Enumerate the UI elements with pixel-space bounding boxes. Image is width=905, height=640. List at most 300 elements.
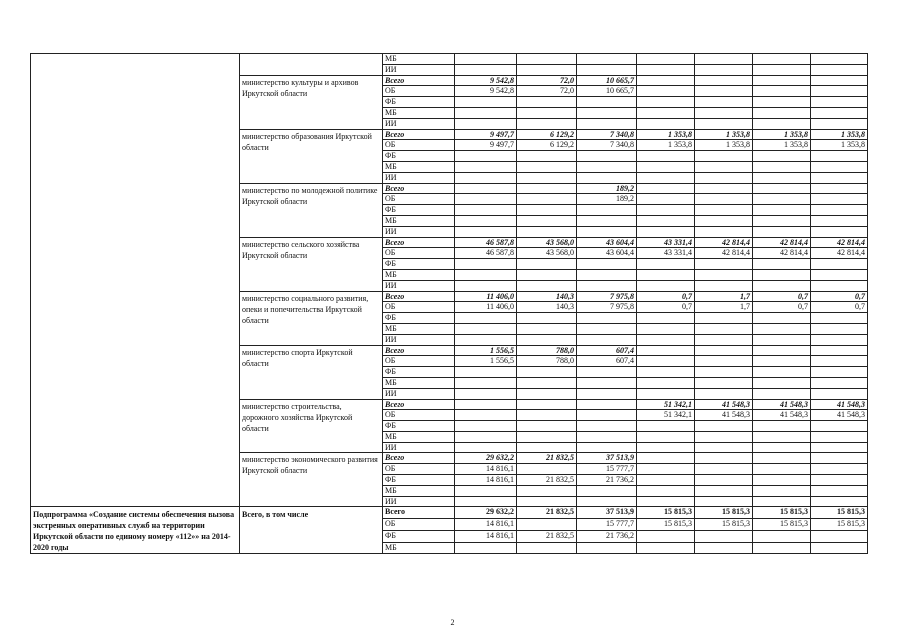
value-cell: 9 497,7 — [455, 140, 517, 151]
funding-source-label: ФБ — [383, 421, 455, 432]
value-cell — [811, 118, 868, 129]
value-cell — [455, 485, 517, 496]
value-cell — [811, 475, 868, 486]
value-cell — [695, 485, 753, 496]
value-cell — [753, 183, 811, 194]
funding-source-label: МБ — [383, 269, 455, 280]
value-cell: 14 816,1 — [455, 464, 517, 475]
value-cell — [455, 442, 517, 453]
value-cell — [753, 475, 811, 486]
value-cell — [811, 377, 868, 388]
value-cell — [637, 64, 695, 75]
value-cell — [695, 388, 753, 399]
value-cell — [753, 172, 811, 183]
value-cell — [811, 431, 868, 442]
program-cell-blank — [31, 54, 240, 507]
value-cell: 11 406,0 — [455, 302, 517, 313]
value-cell — [517, 323, 577, 334]
ministry-name: министерство образования Иркутской области — [240, 129, 383, 183]
value-cell — [517, 118, 577, 129]
value-cell — [695, 107, 753, 118]
value-cell — [753, 64, 811, 75]
value-cell: 15 815,3 — [753, 507, 811, 519]
value-cell — [637, 345, 695, 356]
value-cell — [695, 367, 753, 378]
value-cell — [517, 280, 577, 291]
value-cell: 15 815,3 — [695, 519, 753, 531]
value-cell — [695, 86, 753, 97]
value-cell — [455, 367, 517, 378]
funding-source-label: Всего — [383, 507, 455, 519]
value-cell — [577, 496, 637, 507]
value-cell — [753, 464, 811, 475]
value-cell — [753, 485, 811, 496]
value-cell — [577, 367, 637, 378]
value-cell — [517, 259, 577, 270]
value-cell: 0,7 — [753, 302, 811, 313]
value-cell — [577, 97, 637, 108]
funding-source-label: Всего — [383, 237, 455, 248]
value-cell — [753, 345, 811, 356]
value-cell — [577, 334, 637, 345]
value-cell: 51 342,1 — [637, 410, 695, 421]
value-cell — [577, 410, 637, 421]
value-cell — [695, 54, 753, 65]
value-cell: 21 832,5 — [517, 507, 577, 519]
value-cell: 42 814,4 — [811, 237, 868, 248]
value-cell: 41 548,3 — [695, 410, 753, 421]
table-row — [31, 507, 868, 519]
value-cell: 1 353,8 — [753, 129, 811, 140]
value-cell: 51 342,1 — [637, 399, 695, 410]
value-cell: 1 353,8 — [811, 129, 868, 140]
value-cell — [811, 172, 868, 183]
value-cell — [637, 118, 695, 129]
value-cell — [455, 496, 517, 507]
ministry-name: министерство сельского хозяйства Иркутской области — [240, 237, 383, 291]
value-cell — [753, 453, 811, 464]
value-cell — [695, 377, 753, 388]
value-cell — [695, 323, 753, 334]
value-cell — [577, 431, 637, 442]
value-cell — [753, 334, 811, 345]
value-cell: 72,0 — [517, 75, 577, 86]
value-cell — [753, 323, 811, 334]
value-cell — [753, 205, 811, 216]
value-cell: 29 632,2 — [455, 453, 517, 464]
value-cell: 21 736,2 — [577, 475, 637, 486]
value-cell — [637, 496, 695, 507]
value-cell — [811, 453, 868, 464]
funding-source-label: ИИ — [383, 388, 455, 399]
value-cell: 1 353,8 — [637, 140, 695, 151]
funding-source-label: МБ — [383, 215, 455, 226]
value-cell — [517, 183, 577, 194]
value-cell — [753, 107, 811, 118]
value-cell: 9 542,8 — [455, 86, 517, 97]
value-cell — [517, 107, 577, 118]
funding-source-label: ФБ — [383, 151, 455, 162]
value-cell: 7 975,8 — [577, 291, 637, 302]
value-cell: 1 353,8 — [753, 140, 811, 151]
funding-source-label: ОБ — [383, 140, 455, 151]
value-cell — [455, 161, 517, 172]
value-cell — [455, 54, 517, 65]
value-cell: 15 815,3 — [811, 519, 868, 531]
funding-source-label: ФБ — [383, 475, 455, 486]
funding-source-label: Всего — [383, 183, 455, 194]
value-cell — [577, 107, 637, 118]
funding-source-label: ИИ — [383, 496, 455, 507]
value-cell — [455, 323, 517, 334]
value-cell: 29 632,2 — [455, 507, 517, 519]
value-cell — [577, 118, 637, 129]
value-cell — [695, 269, 753, 280]
funding-source-label: ФБ — [383, 313, 455, 324]
value-cell — [455, 151, 517, 162]
value-cell — [811, 421, 868, 432]
value-cell — [517, 161, 577, 172]
funding-source-label: ИИ — [383, 118, 455, 129]
value-cell — [695, 151, 753, 162]
value-cell — [637, 356, 695, 367]
value-cell: 42 814,4 — [811, 248, 868, 259]
value-cell: 21 832,5 — [517, 530, 577, 542]
value-cell — [517, 442, 577, 453]
value-cell — [455, 118, 517, 129]
funding-source-label: МБ — [383, 431, 455, 442]
value-cell — [517, 54, 577, 65]
value-cell — [695, 172, 753, 183]
funding-source-label: Всего — [383, 291, 455, 302]
value-cell — [753, 431, 811, 442]
value-cell: 42 814,4 — [753, 237, 811, 248]
value-cell — [695, 453, 753, 464]
funding-source-label: МБ — [383, 542, 455, 554]
value-cell — [517, 464, 577, 475]
value-cell — [753, 54, 811, 65]
value-cell — [695, 215, 753, 226]
value-cell: 14 816,1 — [455, 530, 517, 542]
value-cell — [455, 399, 517, 410]
subprogram-executor: Всего, в том числе — [240, 507, 383, 554]
funding-source-label: ОБ — [383, 194, 455, 205]
value-cell — [517, 377, 577, 388]
value-cell — [455, 259, 517, 270]
value-cell — [811, 464, 868, 475]
funding-source-label: МБ — [383, 377, 455, 388]
value-cell — [811, 323, 868, 334]
value-cell: 46 587,8 — [455, 248, 517, 259]
value-cell — [753, 151, 811, 162]
value-cell — [577, 172, 637, 183]
value-cell: 15 815,3 — [753, 519, 811, 531]
value-cell — [637, 313, 695, 324]
value-cell — [637, 183, 695, 194]
funding-source-label: Всего — [383, 399, 455, 410]
value-cell — [517, 269, 577, 280]
value-cell — [577, 54, 637, 65]
funding-source-label: МБ — [383, 54, 455, 65]
value-cell — [517, 151, 577, 162]
value-cell: 7 340,8 — [577, 129, 637, 140]
value-cell — [811, 107, 868, 118]
value-cell — [811, 485, 868, 496]
value-cell — [695, 421, 753, 432]
funding-source-label: Всего — [383, 129, 455, 140]
value-cell: 43 331,4 — [637, 237, 695, 248]
value-cell — [695, 161, 753, 172]
value-cell: 72,0 — [517, 86, 577, 97]
value-cell — [577, 269, 637, 280]
value-cell — [637, 367, 695, 378]
value-cell: 9 497,7 — [455, 129, 517, 140]
value-cell: 43 604,4 — [577, 237, 637, 248]
value-cell — [637, 54, 695, 65]
funding-source-label: ФБ — [383, 97, 455, 108]
value-cell — [517, 485, 577, 496]
ministry-name: министерство культуры и архивов Иркутской области — [240, 75, 383, 129]
value-cell — [577, 215, 637, 226]
value-cell: 41 548,3 — [753, 410, 811, 421]
value-cell — [811, 161, 868, 172]
value-cell — [517, 519, 577, 531]
funding-source-label: МБ — [383, 485, 455, 496]
value-cell — [517, 226, 577, 237]
value-cell: 10 665,7 — [577, 75, 637, 86]
value-cell: 788,0 — [517, 345, 577, 356]
funding-source-label: ОБ — [383, 248, 455, 259]
value-cell — [695, 464, 753, 475]
value-cell — [637, 442, 695, 453]
value-cell: 15 815,3 — [811, 507, 868, 519]
value-cell — [695, 226, 753, 237]
value-cell: 42 814,4 — [695, 248, 753, 259]
value-cell: 10 665,7 — [577, 86, 637, 97]
value-cell — [637, 269, 695, 280]
value-cell — [517, 496, 577, 507]
value-cell: 42 814,4 — [753, 248, 811, 259]
value-cell — [517, 388, 577, 399]
value-cell: 1 353,8 — [811, 140, 868, 151]
value-cell — [517, 194, 577, 205]
value-cell — [753, 388, 811, 399]
page-number: 2 — [450, 618, 455, 627]
value-cell: 21 736,2 — [577, 530, 637, 542]
value-cell — [695, 530, 753, 542]
value-cell — [577, 388, 637, 399]
value-cell — [695, 313, 753, 324]
value-cell — [753, 75, 811, 86]
funding-source-label: ОБ — [383, 356, 455, 367]
value-cell: 42 814,4 — [695, 237, 753, 248]
value-cell — [577, 64, 637, 75]
value-cell — [455, 205, 517, 216]
funding-source-label: ИИ — [383, 442, 455, 453]
value-cell — [811, 345, 868, 356]
value-cell — [637, 453, 695, 464]
value-cell — [637, 464, 695, 475]
value-cell — [753, 161, 811, 172]
value-cell — [753, 421, 811, 432]
value-cell — [517, 97, 577, 108]
value-cell — [811, 226, 868, 237]
value-cell — [577, 377, 637, 388]
value-cell — [637, 530, 695, 542]
value-cell — [637, 161, 695, 172]
value-cell — [455, 431, 517, 442]
value-cell — [637, 475, 695, 486]
value-cell — [811, 280, 868, 291]
value-cell: 37 513,9 — [577, 507, 637, 519]
value-cell — [637, 421, 695, 432]
value-cell — [517, 431, 577, 442]
value-cell: 0,7 — [637, 302, 695, 313]
value-cell — [811, 367, 868, 378]
funding-source-label: ИИ — [383, 64, 455, 75]
value-cell: 14 816,1 — [455, 475, 517, 486]
value-cell — [695, 496, 753, 507]
value-cell — [517, 542, 577, 554]
value-cell — [577, 280, 637, 291]
value-cell: 11 406,0 — [455, 291, 517, 302]
value-cell — [695, 183, 753, 194]
subprogram-title: Подпрограмма «Создание системы обеспечения вызова экстренных оперативных служб на территории Иркутской области по единому номеру «112»» на 2014-2020 годы — [31, 507, 240, 554]
value-cell: 189,2 — [577, 183, 637, 194]
value-cell — [455, 269, 517, 280]
value-cell — [455, 172, 517, 183]
value-cell: 1 353,8 — [637, 129, 695, 140]
funding-source-label: Всего — [383, 345, 455, 356]
ministry-name: министерство по молодежной политике Иркутской области — [240, 183, 383, 237]
value-cell — [695, 334, 753, 345]
funding-source-label: Всего — [383, 75, 455, 86]
value-cell — [695, 431, 753, 442]
value-cell — [517, 205, 577, 216]
value-cell: 1 556,5 — [455, 356, 517, 367]
value-cell — [455, 421, 517, 432]
value-cell: 1,7 — [695, 291, 753, 302]
value-cell — [517, 64, 577, 75]
value-cell — [455, 64, 517, 75]
funding-source-label: ИИ — [383, 226, 455, 237]
value-cell — [637, 107, 695, 118]
value-cell — [577, 313, 637, 324]
value-cell — [811, 215, 868, 226]
value-cell — [753, 97, 811, 108]
value-cell: 7 340,8 — [577, 140, 637, 151]
value-cell — [695, 259, 753, 270]
value-cell — [695, 442, 753, 453]
budget-table — [30, 53, 868, 554]
value-cell — [577, 323, 637, 334]
value-cell — [695, 194, 753, 205]
value-cell — [637, 323, 695, 334]
value-cell: 189,2 — [577, 194, 637, 205]
value-cell — [753, 215, 811, 226]
funding-source-label: ФБ — [383, 259, 455, 270]
value-cell — [577, 151, 637, 162]
value-cell — [753, 226, 811, 237]
value-cell: 15 815,3 — [637, 519, 695, 531]
value-cell — [455, 334, 517, 345]
value-cell — [455, 194, 517, 205]
value-cell — [753, 377, 811, 388]
value-cell — [753, 118, 811, 129]
value-cell — [637, 205, 695, 216]
value-cell: 37 513,9 — [577, 453, 637, 464]
ministry-name: министерство спорта Иркутской области — [240, 345, 383, 399]
value-cell: 41 548,3 — [811, 410, 868, 421]
value-cell: 0,7 — [637, 291, 695, 302]
value-cell — [811, 269, 868, 280]
value-cell — [517, 399, 577, 410]
value-cell: 788,0 — [517, 356, 577, 367]
value-cell — [455, 542, 517, 554]
value-cell — [517, 421, 577, 432]
value-cell — [577, 442, 637, 453]
value-cell: 1 353,8 — [695, 129, 753, 140]
value-cell: 140,3 — [517, 291, 577, 302]
value-cell — [811, 86, 868, 97]
table-row — [31, 54, 868, 65]
value-cell — [811, 75, 868, 86]
value-cell: 0,7 — [753, 291, 811, 302]
funding-source-label: МБ — [383, 107, 455, 118]
value-cell: 41 548,3 — [695, 399, 753, 410]
value-cell — [811, 54, 868, 65]
value-cell — [455, 280, 517, 291]
value-cell — [753, 280, 811, 291]
value-cell — [517, 367, 577, 378]
value-cell — [455, 410, 517, 421]
value-cell: 15 777,7 — [577, 464, 637, 475]
value-cell — [695, 118, 753, 129]
value-cell — [577, 226, 637, 237]
value-cell — [637, 280, 695, 291]
value-cell — [637, 226, 695, 237]
funding-source-label: ФБ — [383, 205, 455, 216]
value-cell: 41 548,3 — [811, 399, 868, 410]
value-cell — [695, 475, 753, 486]
value-cell: 15 815,3 — [637, 507, 695, 519]
value-cell: 43 331,4 — [637, 248, 695, 259]
value-cell — [455, 215, 517, 226]
value-cell — [517, 410, 577, 421]
value-cell: 1 556,5 — [455, 345, 517, 356]
value-cell — [517, 334, 577, 345]
value-cell — [811, 194, 868, 205]
value-cell — [637, 334, 695, 345]
value-cell — [695, 75, 753, 86]
value-cell: 140,3 — [517, 302, 577, 313]
value-cell: 46 587,8 — [455, 237, 517, 248]
value-cell — [455, 226, 517, 237]
value-cell — [811, 64, 868, 75]
value-cell: 1 353,8 — [695, 140, 753, 151]
value-cell — [637, 485, 695, 496]
value-cell — [811, 183, 868, 194]
value-cell — [577, 205, 637, 216]
value-cell — [637, 542, 695, 554]
funding-source-label: МБ — [383, 323, 455, 334]
funding-source-label: ФБ — [383, 530, 455, 542]
funding-source-label: ИИ — [383, 280, 455, 291]
value-cell — [753, 313, 811, 324]
value-cell — [811, 356, 868, 367]
value-cell — [455, 107, 517, 118]
value-cell — [753, 542, 811, 554]
